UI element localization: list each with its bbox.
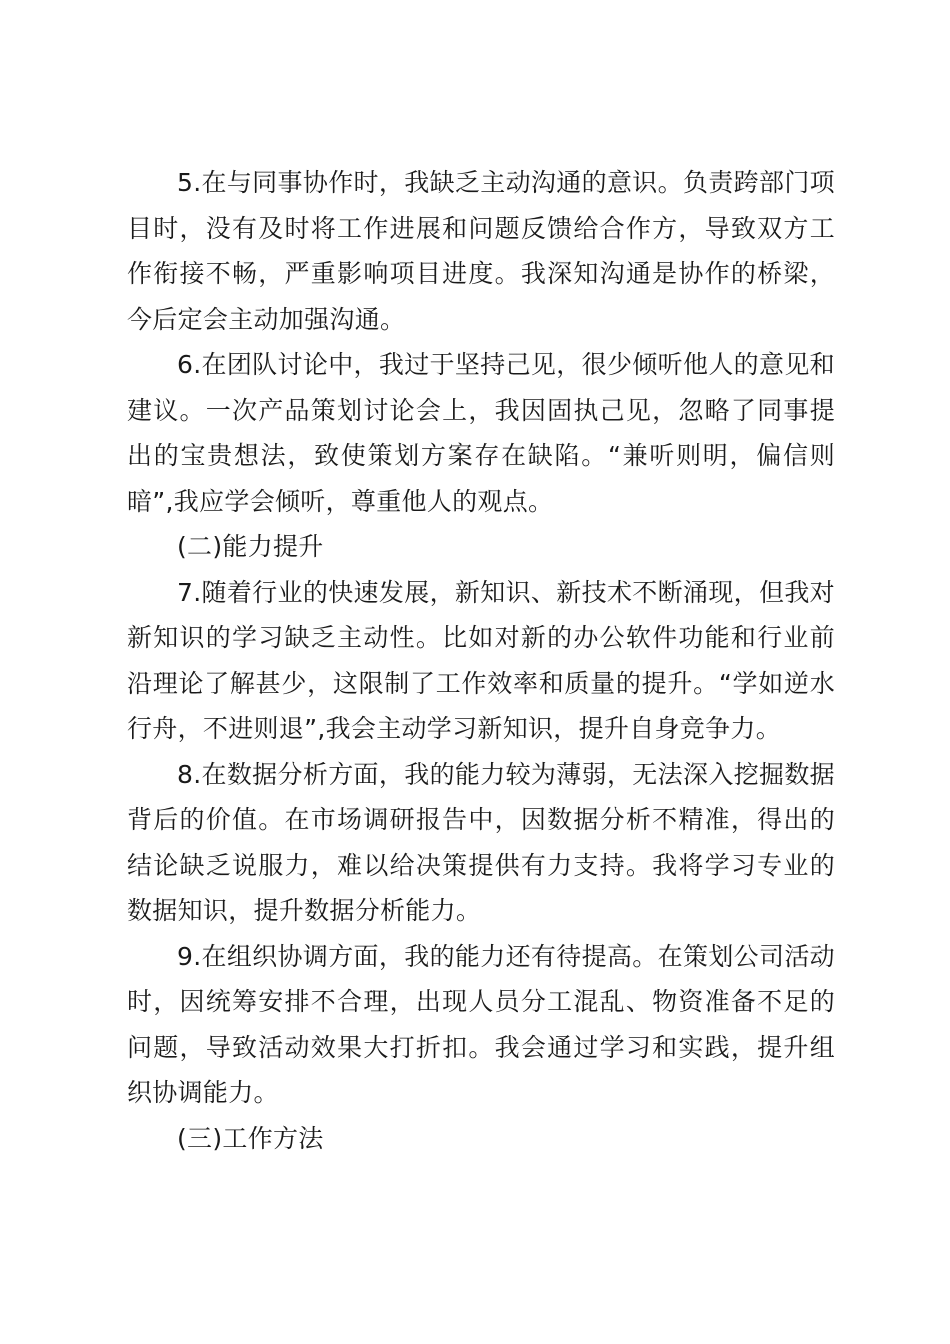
- paragraph-item-7: 7.随着行业的快速发展，新知识、新技术不断涌现，但我对新知识的学习缺乏主动性。比如对新的办公软件功能和行业前沿理论了解甚少，这限制了工作效率和质量的提升。“学如逆水行舟，不进则退”,我会主动学习新知识，提升自身竞争力。: [127, 577, 835, 743]
- paragraph-item-5: 5.在与同事协作时，我缺乏主动沟通的意识。负责跨部门项目时，没有及时将工作进展和问题反馈给合作方，导致双方工作衔接不畅，严重影响项目进度。我深知沟通是协作的桥梁，今后定会主动加强沟通。: [127, 168, 835, 334]
- section-heading-ability: (二)能力提升: [177, 532, 324, 561]
- paragraph-item-8: 8.在数据分析方面，我的能力较为薄弱，无法深入挖掘数据背后的价值。在市场调研报告中，因数据分析不精准，得出的结论缺乏说服力，难以给决策提供有力支持。我将学习专业的数据知识，提升数据分析能力。: [127, 759, 835, 925]
- document-body: [127, 160, 835, 1161]
- section-heading-work-method: (三)工作方法: [177, 1123, 324, 1153]
- paragraph-item-9: 9.在组织协调方面，我的能力还有待提高。在策划公司活动时，因统筹安排不合理，出现人员分工混乱、物资准备不足的问题，导致活动效果大打折扣。我会通过学习和实践，提升组织协调能力。: [127, 941, 835, 1107]
- paragraph-item-6: 6.在团队讨论中，我过于坚持己见，很少倾听他人的意见和建议。一次产品策划讨论会上，我因固执己见，忽略了同事提出的宝贵想法，致使策划方案存在缺陷。“兼听则明，偏信则暗”,我应学会倾听，尊重他人的观点。: [127, 350, 835, 516]
